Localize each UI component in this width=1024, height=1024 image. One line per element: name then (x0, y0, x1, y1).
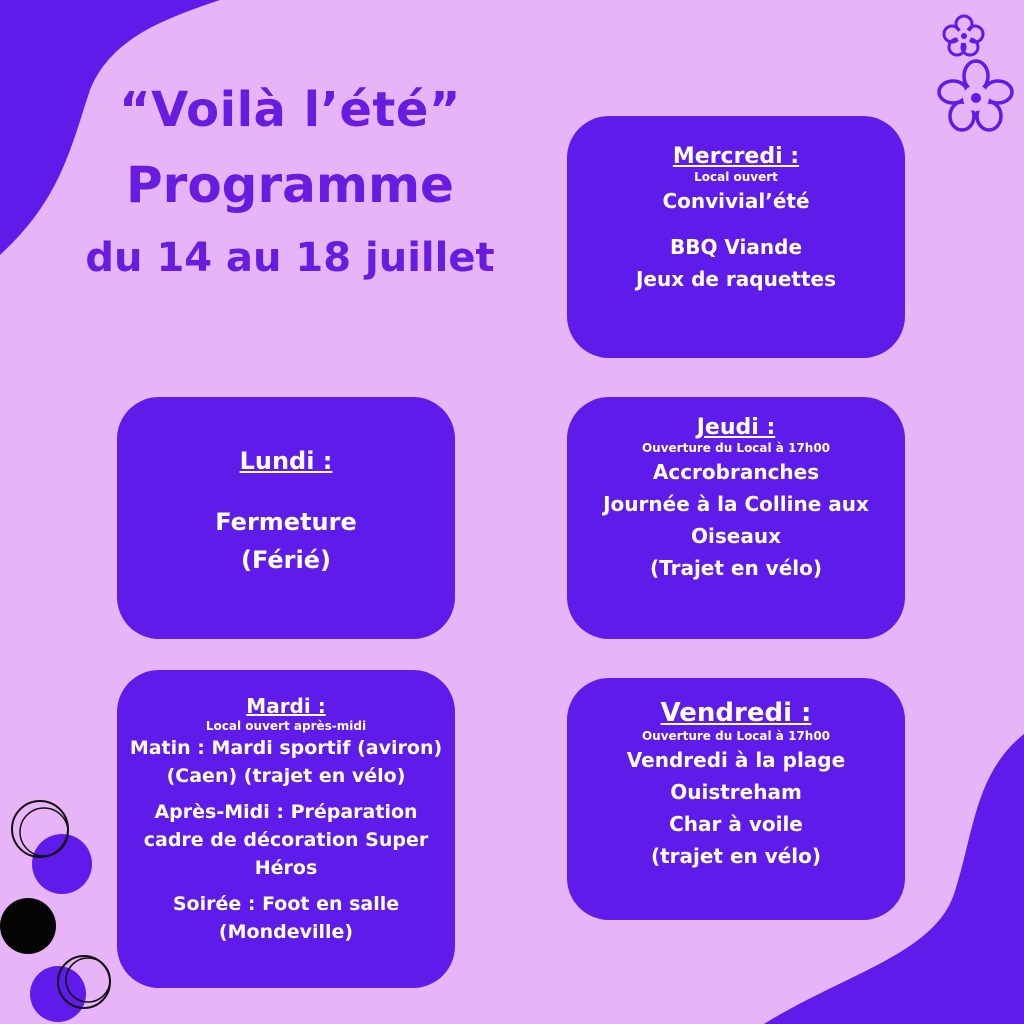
card-line: (Caen) (trajet en vélo) (166, 765, 406, 787)
card-note: Ouverture du Local à 17h00 (641, 441, 831, 455)
card-note: Local ouvert (694, 170, 778, 184)
card-note: Local ouvert après-midi (205, 719, 367, 733)
card-line: Héros (254, 857, 318, 879)
day-label: Vendredi : (660, 698, 812, 728)
card-line: Soirée : Foot en salle (172, 893, 400, 915)
day-label: Mercredi : (672, 144, 800, 169)
card-note: Ouverture du Local à 17h00 (641, 729, 831, 743)
card-line: Après-Midi : Préparation (154, 801, 418, 823)
card-vendredi (567, 678, 905, 920)
card-mardi (117, 670, 455, 988)
card-line: (trajet en vélo) (650, 844, 822, 868)
card-line: Jeux de raquettes (635, 267, 837, 291)
card-line: Accrobranches (652, 460, 820, 484)
card-line: (Mondeville) (218, 921, 354, 943)
day-label: Mardi : (246, 694, 326, 718)
card-line: Oiseaux (691, 524, 781, 548)
card-jeudi (567, 397, 905, 639)
card-line: Matin : Mardi sportif (aviron) (129, 737, 443, 759)
day-label: Jeudi : (696, 415, 776, 440)
card-line: Journée à la Colline aux (603, 492, 869, 516)
card-line: Convivial’été (662, 189, 810, 213)
card-line: (Trajet en vélo) (650, 556, 822, 580)
card-mercredi (567, 116, 905, 358)
title-line2: Programme (126, 156, 454, 214)
card-line: BBQ Viande (669, 235, 803, 259)
title-block (80, 80, 500, 288)
title-line1: “Voilà l’été” (119, 82, 461, 138)
card-line: Fermeture (215, 508, 357, 536)
flower-icon (936, 58, 1016, 136)
title-line3: du 14 au 18 juillet (85, 235, 495, 281)
card-line: Ouistreham (670, 780, 802, 804)
card-line: cadre de décoration Super (143, 829, 429, 851)
card-line: (Férié) (241, 546, 331, 574)
card-lundi (117, 397, 455, 639)
day-label: Lundi : (239, 447, 333, 475)
flower-icon (942, 14, 986, 58)
circle-decoration (0, 794, 120, 1024)
card-line: Char à voile (669, 812, 803, 836)
card-line: Vendredi à la plage (626, 748, 846, 772)
